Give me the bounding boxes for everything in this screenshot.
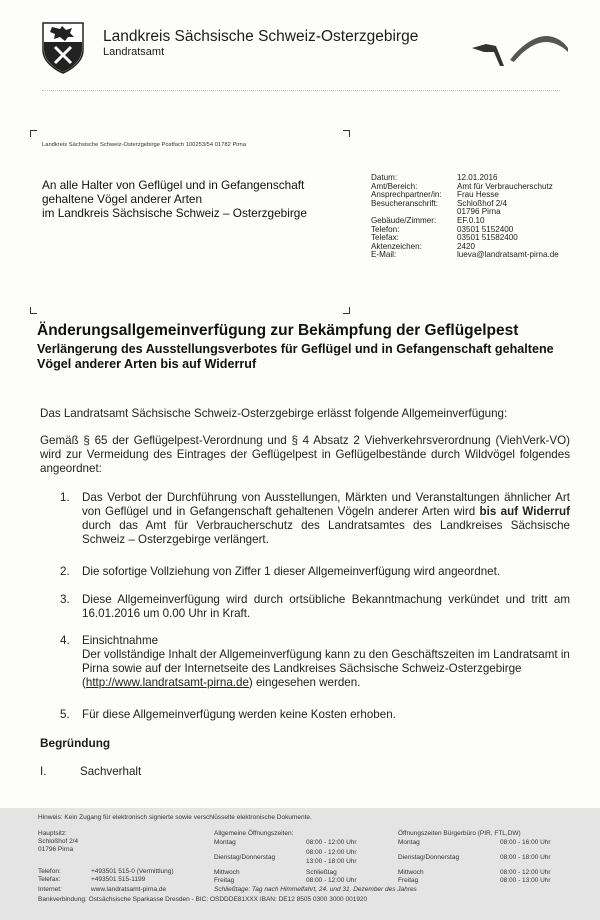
hours-time: 08:00 - 12:00 Uhr [306, 839, 357, 846]
info-value: 2420 [457, 241, 476, 251]
hours-day: Dienstag/Donnerstag [398, 854, 460, 861]
footer-label: Internet: [38, 886, 62, 893]
hours-time: 08:00 - 16:00 Uhr [500, 839, 551, 846]
list-item-text-part: ) eingesehen werden. [248, 676, 361, 689]
bank-details: Bankverbindung: Ostsächsische Sparkasse Dresden - BIC: OSDDDE81XXX IBAN: DE12 8505 0300 3000 001920 [38, 896, 368, 903]
list-item-text: Für diese Allgemeinverfügung werden keine Kosten erhoben. [82, 708, 396, 721]
hours-time: 13:00 - 18:00 Uhr [306, 858, 357, 865]
info-label: Aktenzeichen: [371, 241, 422, 251]
address-window-corner [343, 130, 350, 137]
section-title: Sachverhalt [80, 765, 142, 778]
hours-day: Mittwoch [398, 869, 424, 876]
addressee-block [42, 178, 307, 220]
section-number: I. [40, 765, 47, 778]
section-heading: Begründung [40, 736, 111, 750]
hours-time: Schließtag [306, 869, 337, 876]
hours-time: 08:00 - 12:00 Uhr [306, 849, 357, 856]
info-value: Frau Hesse [457, 190, 499, 200]
emphasis-text: bis auf Widerruf [479, 505, 570, 518]
contact-info-table [371, 174, 559, 260]
list-item-text: Die sofortige Vollziehung von Ziffer 1 dieser Allgemeinverfügung wird angeordnet. [82, 565, 501, 578]
address-window-corner [343, 307, 350, 314]
info-value: EF.0.10 [457, 215, 485, 225]
info-value[interactable]: lueva@landratsamt-pirna.de [457, 250, 559, 260]
info-label: Ansprechpartner/in: [371, 190, 442, 200]
info-label: Datum: [371, 173, 398, 182]
list-item-text [82, 634, 570, 690]
list-item-number: 4. [60, 634, 70, 647]
info-value: 12.01.2016 [457, 173, 498, 182]
info-label: Amt/Bereich: [371, 181, 418, 191]
hours-time: 08:00 - 12:00 Uhr [306, 877, 357, 884]
mountain-bridge-logo [470, 30, 570, 70]
list-item [60, 634, 570, 690]
page-footer [0, 808, 600, 920]
footer-label: Hauptsitz: [38, 830, 67, 837]
hours-time: 08:00 - 18:00 Uhr [500, 854, 551, 861]
footer-website-link[interactable]: www.landratsamt-pirna.de [91, 886, 167, 893]
list-item [60, 593, 570, 621]
sender-return-address: Landkreis Sächsische Schweiz-Osterzgebirge Postfach 100253/54 01782 Pirna [42, 142, 246, 148]
hours-time: 08:00 - 13:00 Uhr [500, 877, 551, 884]
info-label: Telefax: [371, 233, 399, 243]
document-subtitle: Verlängerung des Ausstellungsverbotes für Geflügel und in Gefangenschaft gehaltene Vögel anderer Arten bis auf Widerruf [37, 342, 554, 371]
hours-time: 08:00 - 12:00 Uhr [500, 869, 551, 876]
info-label: Gebäude/Zimmer: [371, 215, 437, 225]
footer-address: 01796 Pirna [38, 846, 74, 853]
info-value: 03501 5152400 [457, 224, 514, 234]
hours-day: Freitag [398, 877, 419, 884]
org-subtitle: Landratsamt [103, 46, 165, 58]
hours-day: Freitag [214, 877, 235, 884]
list-item-text-part: Der vollständige Inhalt der Allgemeinverfügung kann zu den Geschäftszeiten im Landratsamt in Pirna sowie auf der Internetseite des Landkreises Sächsische Schweiz-Osterzgebirge ( [82, 648, 570, 689]
addressee-line: gehaltene Vögel anderer Arten [42, 192, 203, 206]
info-row [371, 251, 559, 260]
footer-fax: +493501 515-1199 [91, 876, 146, 883]
info-value: 03501 51582400 [457, 233, 518, 243]
header-rule [42, 90, 560, 91]
list-item-number: 2. [60, 565, 70, 578]
hours-title: Allgemeine Öffnungszeiten: [214, 830, 294, 837]
footer-phone: +493501 515-0 (Vermittlung) [91, 868, 174, 875]
info-value: Amt für Verbraucherschutz [457, 181, 553, 191]
list-item-number: 1. [60, 491, 70, 504]
info-label: Telefon: [371, 224, 400, 234]
info-label: E-Mail: [371, 250, 397, 260]
website-link[interactable]: http://www.landratsamt-pirna.de [85, 676, 249, 689]
coat-of-arms-logo [40, 20, 86, 76]
footer-address: Schloßhof 2/4 [38, 838, 79, 845]
list-item-heading: Einsichtnahme [82, 634, 159, 647]
list-item-text [82, 491, 570, 547]
address-window-corner [30, 130, 37, 137]
document-title: Änderungsallgemeinverfügung zur Bekämpfung der Geflügelpest [37, 322, 519, 339]
footer-label: Telefon: [38, 868, 61, 875]
citizen-hours-title: Öffnungszeiten Bürgerbüro (PIR, FTL,DW) [398, 830, 521, 837]
info-value: Schloßhof 2/4 [457, 198, 507, 208]
footer-notice: Hinweis: Kein Zugang für elektronisch signierte sowie verschlüsselte elektronische Dokumente. [38, 814, 312, 821]
info-label: Besucheranschrift: [371, 198, 439, 208]
list-item-text-part: durch das Amt für Verbraucherschutz des Landratsamtes des Landkreises Sächsische Schweiz – Osterzgebirge verlängert. [82, 519, 570, 546]
intro-text: Das Landratsamt Sächsische Schweiz-Osterzgebirge erlässt folgende Allgemeinverfügung: [40, 407, 508, 420]
legal-basis-paragraph: Gemäß § 65 der Geflügelpest-Verordnung und § 4 Absatz 2 Viehverkehrsverordnung (ViehVerk-VO) wird zur Vermeidung des Eintrages der Geflügelpest in Geflügelbestände durch Wildvögel folgendes angeordnet: [40, 434, 570, 475]
footer-label: Telefax: [38, 876, 61, 883]
list-item [60, 491, 570, 547]
hours-day: Montag [398, 839, 420, 846]
hours-day: Dienstag/Donnerstag [214, 854, 276, 861]
addressee-line: An alle Halter von Geflügel und in Gefangenschaft [42, 178, 305, 192]
address-window-corner [30, 307, 37, 314]
hours-day: Montag [214, 839, 236, 846]
list-item-number: 5. [60, 708, 70, 721]
org-name: Landkreis Sächsische Schweiz-Osterzgebirge [103, 28, 419, 45]
list-item-text-part: Das Verbot der Durchführung von Ausstellungen, Märkten und Veranstaltungen ähnlicher Art von Geflügel und in Gefangenschaft gehaltenen Vögeln anderer Arten wird [82, 491, 570, 518]
closed-days-note: Schließtage: Tag nach Himmelfahrt, 24. und 31. Dezember des Jahres [214, 886, 417, 893]
list-item [60, 708, 570, 722]
hours-day: Mittwoch [214, 869, 240, 876]
list-item-number: 3. [60, 593, 70, 606]
list-item [60, 565, 570, 579]
list-item-text: Diese Allgemeinverfügung wird durch ortsübliche Bekanntmachung verkündet und tritt am 16.01.2016 um 0.00 Uhr in Kraft. [82, 593, 570, 620]
addressee-line: im Landkreis Sächsische Schweiz – Osterzgebirge [42, 206, 307, 220]
info-value: 01796 Pirna [457, 207, 501, 217]
